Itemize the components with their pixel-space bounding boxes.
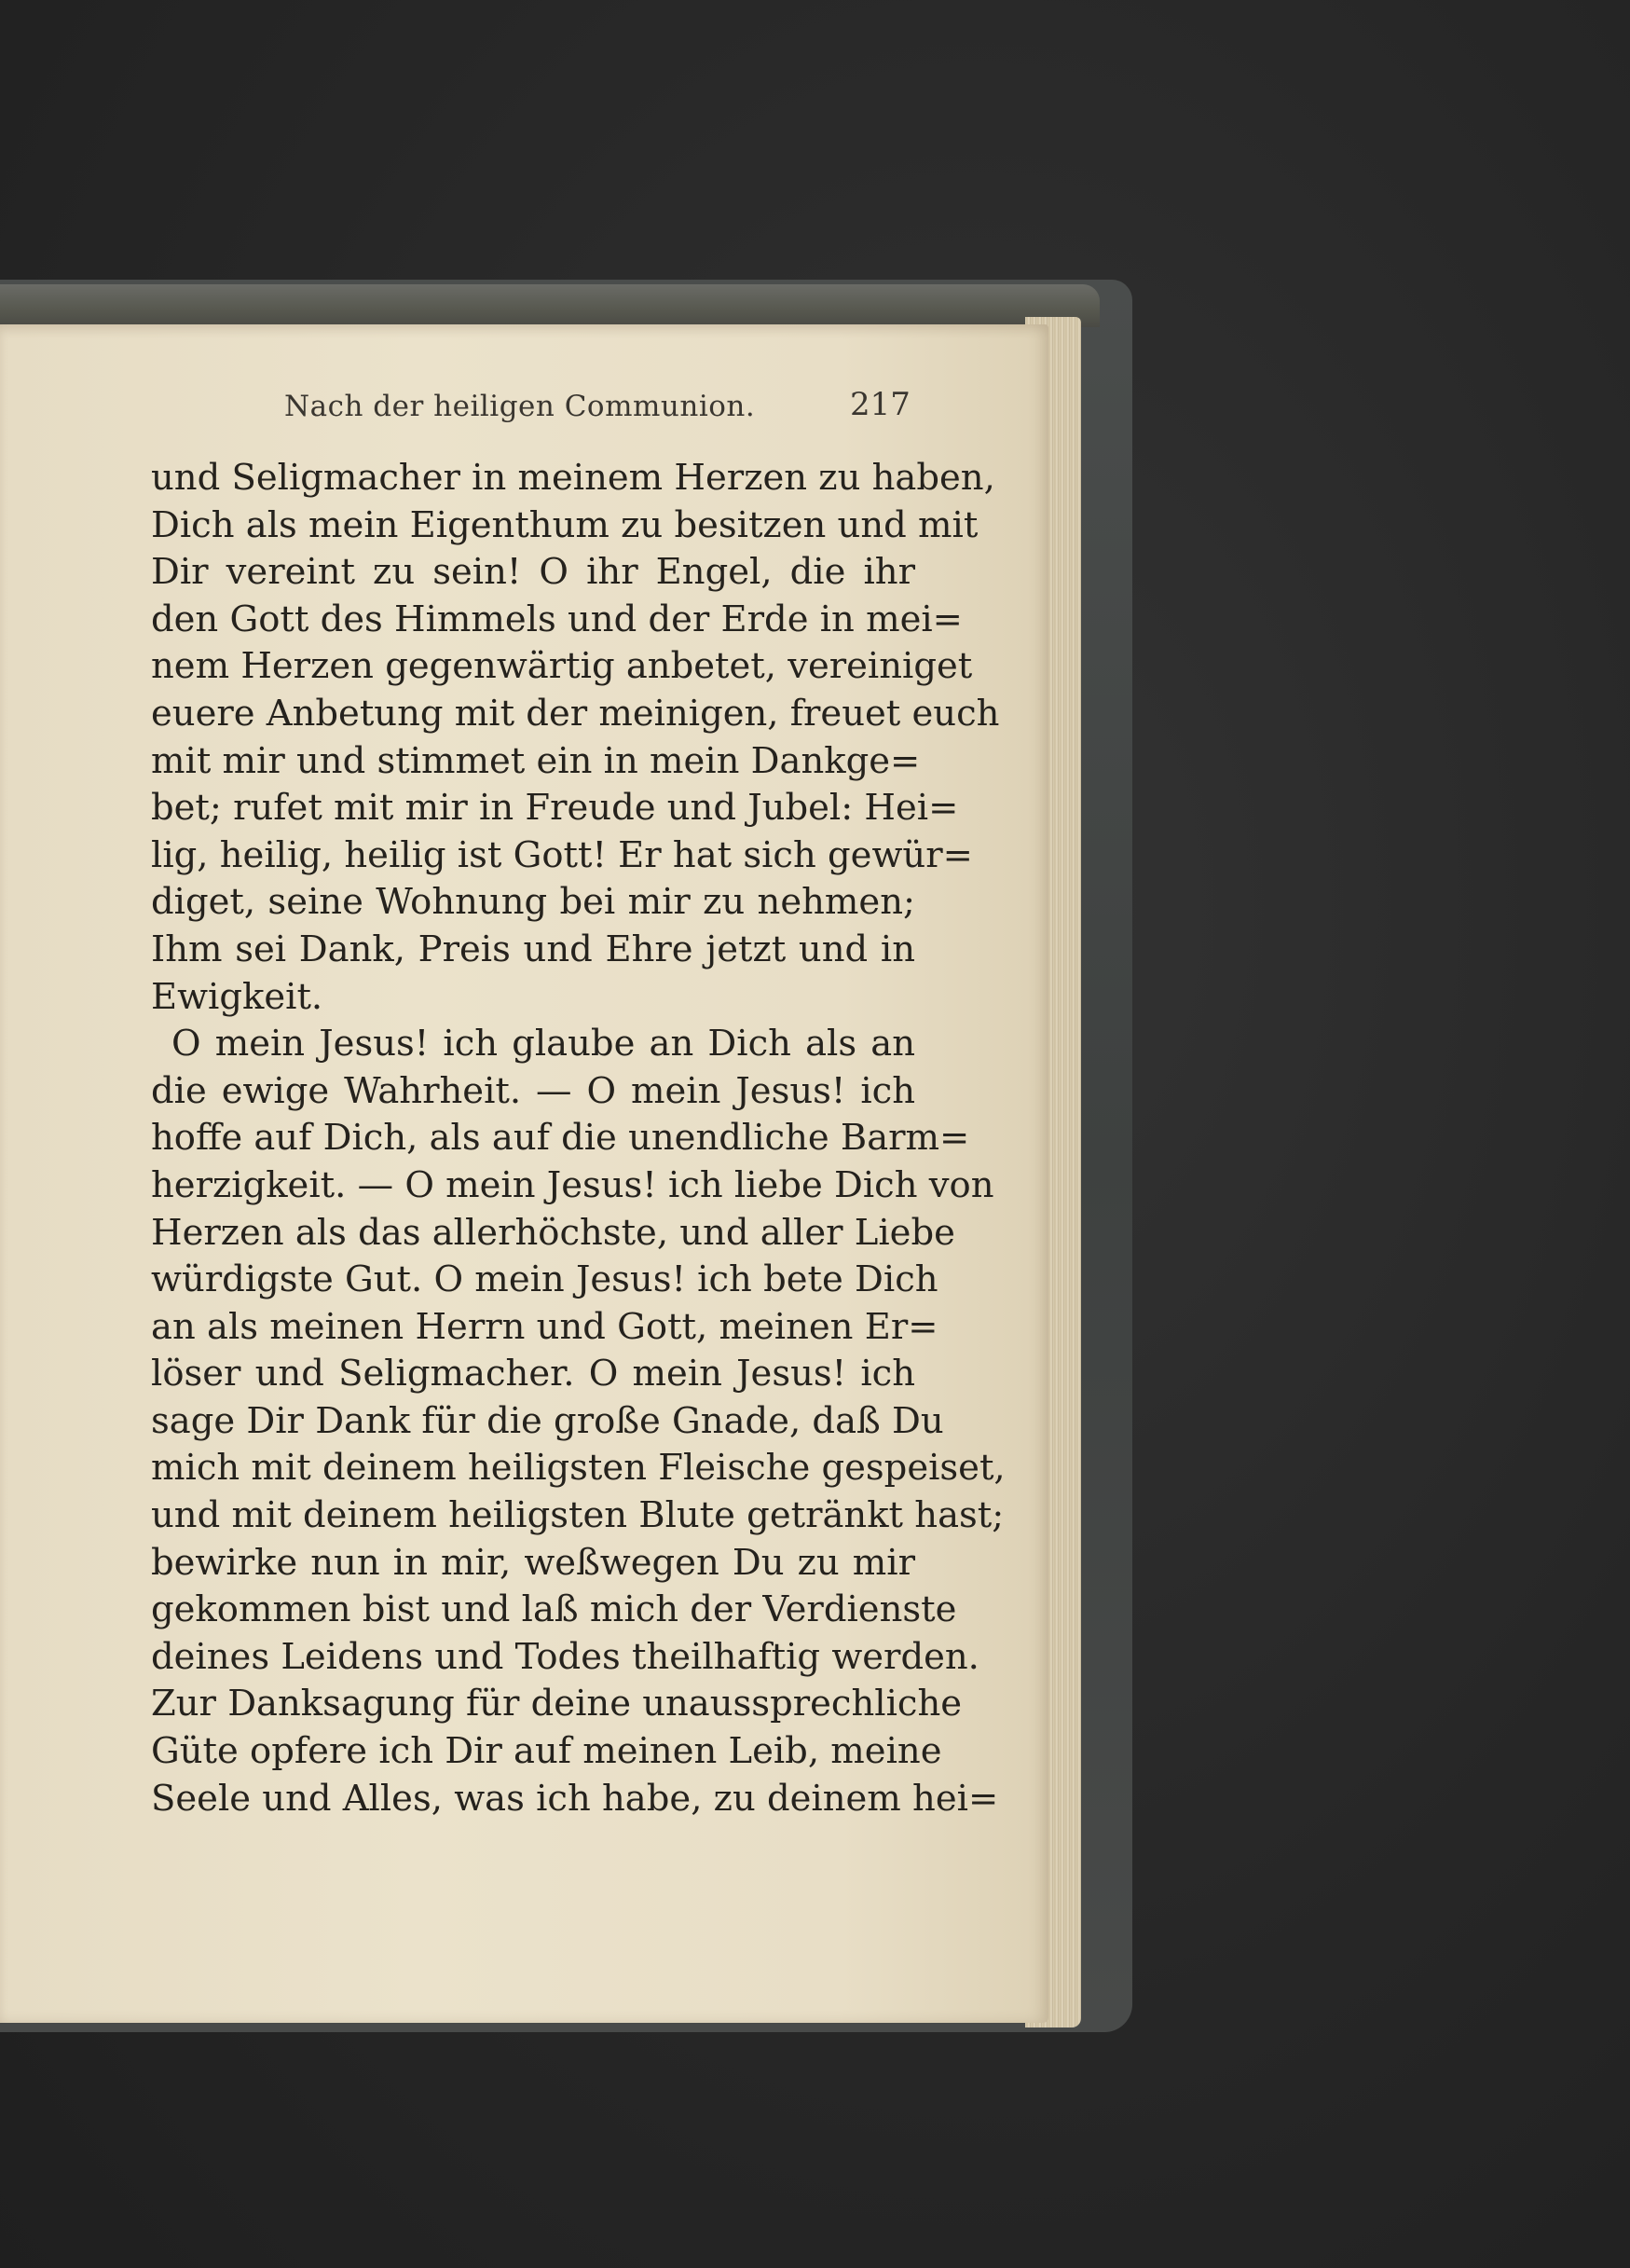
text-line: lig, heilig, heilig ist Gott! Er hat sich gewür= <box>151 833 973 876</box>
text-line: löser und Seligmacher. O mein Jesus! ich <box>151 1353 915 1395</box>
text-line: würdigste Gut. O mein Jesus! ich bete Dich <box>151 1258 938 1301</box>
text-line: Dich als mein Eigenthum zu besitzen und mit <box>151 503 979 546</box>
text-line: die ewige Wahrheit. — O mein Jesus! ich <box>151 1069 915 1112</box>
text-line: Ihm sei Dank, Preis und Ehre jetzt und in <box>151 928 915 970</box>
text-line: den Gott des Himmels und der Erde in mei= <box>151 598 963 640</box>
text-line: an als meinen Herrn und Gott, meinen Er= <box>151 1305 938 1348</box>
text-line: Güte opfere ich Dir auf meinen Leib, meine <box>151 1730 942 1773</box>
body-text <box>151 455 1006 1822</box>
text-line: Seele und Alles, was ich habe, zu deinem hei= <box>151 1777 999 1820</box>
running-title: Nach der heiligen Communion. <box>284 390 756 423</box>
text-line: mich mit deinem heiligsten Fleische gespeiset, <box>151 1447 1006 1490</box>
text-line: Ewigkeit. <box>151 975 323 1018</box>
book-cover-top-edge <box>0 284 1100 327</box>
text-line: bewirke nun in mir, weßwegen Du zu mir <box>151 1541 915 1584</box>
text-line: hoffe auf Dich, als auf die unendliche Barm= <box>151 1117 970 1160</box>
text-line: O mein Jesus! ich glaube an Dich als an <box>171 1023 915 1065</box>
text-line: und mit deinem heiligsten Blute getränkt hast; <box>151 1494 1005 1537</box>
text-line: Herzen als das allerhöchste, und aller Liebe <box>151 1211 955 1254</box>
text-line: gekommen bist und laß mich der Verdienste <box>151 1588 957 1631</box>
text-line: herzigkeit. — O mein Jesus! ich liebe Dich von <box>151 1163 994 1206</box>
text-line: sage Dir Dank für die große Gnade, daß Du <box>151 1399 944 1442</box>
text-line: mit mir und stimmet ein in mein Dankge= <box>151 739 921 782</box>
text-line: Dir vereint zu sein! O ihr Engel, die ihr <box>151 551 915 594</box>
text-line: diget, seine Wohnung bei mir zu nehmen; <box>151 881 915 924</box>
text-line: und Seligmacher in meinem Herzen zu haben, <box>151 457 995 499</box>
text-line: euere Anbetung mit der meinigen, freuet euch <box>151 692 1000 735</box>
page-number: 217 <box>850 386 911 423</box>
text-line: bet; rufet mit mir in Freude und Jubel: Hei= <box>151 787 959 830</box>
text-line: nem Herzen gegenwärtig anbetet, vereiniget <box>151 645 973 688</box>
text-line: Zur Danksagung für deine unaussprechliche <box>151 1683 963 1725</box>
text-line: deines Leidens und Todes theilhaftig werden. <box>151 1635 979 1678</box>
